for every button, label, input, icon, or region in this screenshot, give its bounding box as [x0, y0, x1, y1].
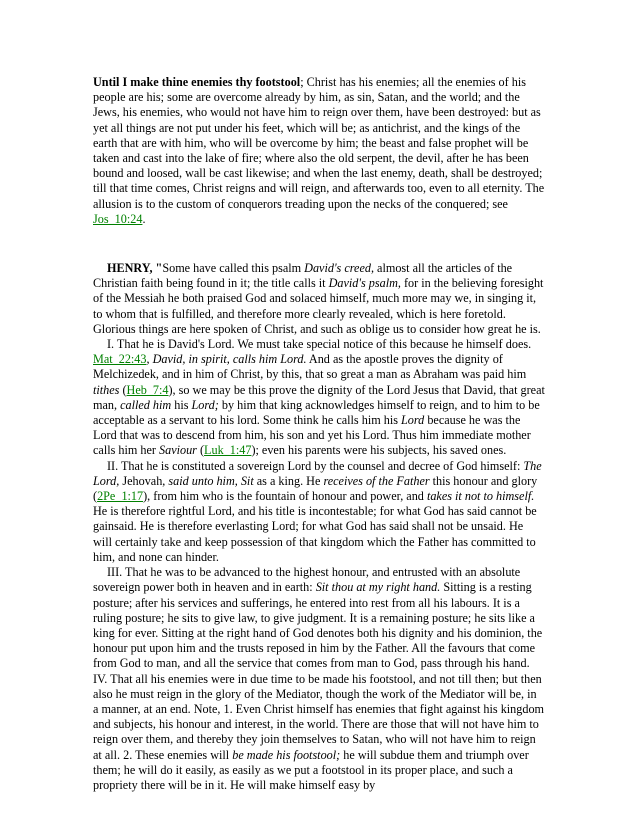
paragraph-text: as a king. He	[253, 473, 324, 488]
commentary-paragraph-henry-intro	[93, 261, 545, 337]
emphasis-text: David's psalm,	[328, 276, 401, 291]
paragraph-text: IV. That all his enemies were in due time to be made his footstool, and not till then; but then also he must reign in the glory of the Mediator, though the work of the Mediator will be, in a manner, at an end. Note, 1. Even Christ himself has enemies that fight against his kingdom and subjects, his honour and interest, in the world. There are those that will not have him to reign over them, and thereby they join themselves to Satan, who will not have him to reign at all. 2. These enemies will	[93, 671, 545, 762]
paragraph-text: (	[119, 382, 127, 397]
emphasis-text: takes it not to himself.	[426, 489, 535, 504]
emphasis-text: David's creed,	[304, 261, 374, 276]
emphasis-text: be made his footstool;	[232, 747, 341, 762]
paragraph-text: because he was the Lord that was to descend from him, his son and yet his Lord. Thus him immediate mother calls him her	[93, 413, 531, 458]
emphasis-text: called him	[120, 397, 172, 412]
paragraph-spacer	[93, 227, 545, 261]
paragraph-text: ), so we may be this prove the dignity of the Lord Jesus that David, that great man,	[93, 382, 545, 412]
emphasis-text: receives of the Father	[323, 473, 430, 488]
emphasis-text: Lord	[401, 413, 425, 428]
emphasis-text: Lord;	[191, 397, 219, 412]
paragraph-text: ), from him who is the fountain of honour and power, and	[143, 489, 427, 504]
commentary-paragraph-point-3	[93, 565, 545, 671]
commentary-paragraph-point-4	[93, 672, 545, 794]
paragraph-text: his	[171, 397, 192, 412]
paragraph-text: Jehovah	[119, 473, 163, 488]
emphasis-text: , said unto him, Sit	[162, 473, 254, 488]
paragraph-text: ,	[146, 352, 153, 367]
paragraph-text: III. That he was to be advanced to the highest honour, and entrusted with an absolute sovereign power both in heaven and in earth:	[93, 565, 521, 595]
emphasis-text: Sit thou at my right hand.	[315, 580, 441, 595]
paragraph-text: And as the apostle proves the dignity of Melchizedek, and in him of Christ, by this, that so great a man as Abraham was paid him	[93, 352, 527, 382]
paragraph-text: I. That he is David's Lord. We must take special notice of this because he himself does.	[107, 337, 532, 352]
scripture-link-2pe-1-17[interactable]: 2Pe_1:17	[97, 489, 144, 504]
emphasis-text: Saviour	[159, 443, 197, 458]
emphasis-text: tithes	[93, 382, 120, 397]
document-page	[93, 75, 545, 793]
paragraph-text: ); even his parents were his subjects, his saved ones.	[251, 443, 507, 458]
paragraph-text: he will subdue them and triumph over them; he will do it easily, as easily as we put a footstool in its proper place, and such a propriety there will be in it. He will make himself easy by	[93, 747, 529, 792]
paragraph-text: .	[142, 211, 146, 226]
verse-heading: Until I make thine enemies thy footstool	[93, 75, 301, 89]
paragraph-text: by him that king acknowledges himself to reign, and to him to be acceptable as a servant to his lord. Some think he calls him his	[93, 397, 540, 428]
paragraph-text: II. That he is constituted a sovereign Lord by the counsel and decree of God himself:	[107, 458, 524, 473]
commentary-paragraph-point-2	[93, 459, 545, 565]
scripture-link-heb-7-4[interactable]: Heb_7:4	[126, 382, 169, 397]
paragraph-text: this honour and glory (	[93, 473, 538, 504]
commentary-paragraph-point-1	[93, 337, 545, 459]
scripture-link-luk-1-47[interactable]: Luk_1:47	[204, 443, 252, 458]
emphasis-text: The Lord,	[93, 458, 542, 488]
paragraph-text: almost all the articles of the Christian faith being found in it; the title calls it	[93, 261, 513, 291]
paragraph-text: for in the believing foresight of the Messiah he both praised God and solaced himself, much more may we, in singing it, to whom that is fulfilled, and therefore more clearly revealed, which is here foretold. Glorious things are here spoken of Christ, and such as oblige us to consider how great he is.	[93, 276, 544, 336]
scripture-link-jos-10-24[interactable]: Jos_10:24	[93, 211, 143, 226]
paragraph-text: ; Christ has his enemies; all the enemies of his people are his; some are overcome already by him, as sin, Satan, and the world; and the Jews, his enemies, who would not have him to reign over them, have been destroyed: but as yet all things are not put under his feet, which will be; as antichrist, and the kings of the earth that are with him, who will be overcome by him; the beast and false prophet will be taken and cast into the lake of fire; where also the old serpent, the devil, after he has been bound and loosed, wall be cast likewise; and when the last enemy, death, shall be destroyed; till that time comes, Christ reigns and will reign, and afterwards too, even to all eternity. The allusion is to the custom of conquerors treading upon the necks of the conquered; see	[93, 75, 545, 211]
paragraph-text: (	[196, 443, 205, 458]
paragraph-text: He is therefore rightful Lord, and his title is incontestable; for what God has said cannot be gainsaid. He is therefore everlasting Lord; for what God has said shall not be unsaid. He will certainly take and keep possession of that kingdom which the Father has committed to him, and none can hinder.	[93, 504, 537, 564]
emphasis-text: David, in spirit, calls him Lord.	[152, 352, 307, 367]
author-heading: HENRY, "	[107, 261, 163, 276]
paragraph-text: Some have called this psalm	[162, 261, 305, 276]
paragraph-text: Sitting is a resting posture; after his services and sufferings, he entered into rest from all his labours. It is a ruling posture; he sits to give law, to give judgment. It is a remaining posture; he sits like a king for ever. Sitting at the right hand of God denotes both his dignity and his dominion, the honour put upon him and the trusts reposed in him by the Father. All the favours that come from God to man, and all the service that comes from man to God, pass through his hand.	[93, 580, 543, 671]
commentary-paragraph-gill	[93, 75, 545, 227]
scripture-link-mat-22-43[interactable]: Mat_22:43	[93, 352, 147, 367]
